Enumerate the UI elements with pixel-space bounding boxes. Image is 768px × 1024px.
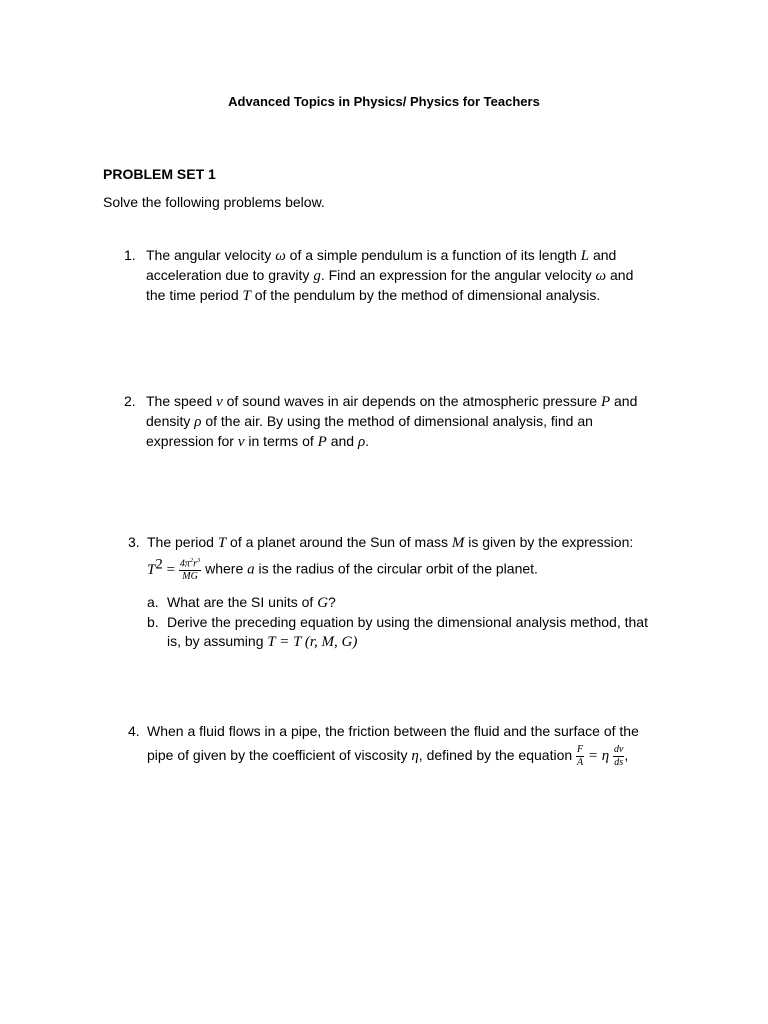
- problem-set-heading: PROBLEM SET 1: [103, 166, 216, 182]
- problem-line: The angular velocity ω of a simple pendulum is a function of its length L and: [146, 247, 617, 264]
- problem-4: [128, 722, 648, 768]
- problem-3: [128, 533, 648, 652]
- equation-line: $T^2$ = $\frac{4\pi^2r^3}{MG}$ where a is the radius of the circular orbit of the planet.: [147, 556, 538, 583]
- problem-line: expression for v in terms of P and ρ.: [146, 433, 370, 450]
- problem-2: [124, 392, 644, 452]
- problem-1: [124, 246, 644, 306]
- instructions: Solve the following problems below.: [103, 194, 325, 210]
- period-equation: $T^2$ = $\frac{4\pi^2r^3}{MG}$: [147, 556, 201, 583]
- sub-label: a.: [147, 594, 159, 611]
- problem-number: 4.: [128, 723, 140, 739]
- problem-line: acceleration due to gravity g. Find an expression for the angular velocity ω and: [146, 267, 634, 284]
- problem-number: 2.: [124, 393, 136, 409]
- problem-line: the time period T of the pendulum by the method of dimensional analysis.: [146, 287, 601, 304]
- document-title: Advanced Topics in Physics/ Physics for Teachers: [228, 94, 540, 109]
- function-expression: T = T (r, M, G): [267, 634, 358, 651]
- sub-question-a: a. What are the SI units of G?: [147, 594, 336, 612]
- problem-number: 1.: [124, 247, 136, 263]
- problem-line: pipe of given by the coefficient of viscosity η, defined by the equation $\frac{F}{A}$ = η $\frac{dv}{ds}$ ,: [147, 744, 629, 768]
- viscosity-equation: $\frac{F}{A}$ = η $\frac{dv}{ds}$: [577, 744, 624, 768]
- kepler-fraction: $\frac{4\pi^2r^3}{MG}$: [179, 556, 201, 583]
- problem-number: 3.: [128, 534, 140, 550]
- problem-line: The period T of a planet around the Sun of mass M is given by the expression:: [147, 534, 634, 551]
- problem-line: The speed v of sound waves in air depends on the atmospheric pressure P and: [146, 393, 638, 410]
- problem-line: density ρ of the air. By using the method of dimensional analysis, find an: [146, 413, 593, 430]
- sub-question-b: b. Derive the preceding equation by using the dimensional analysis method, that is, by assuming T = T (r, M, G): [147, 614, 648, 651]
- problem-line: When a fluid flows in a pipe, the friction between the fluid and the surface of the: [147, 723, 639, 739]
- sub-label: b.: [147, 614, 159, 631]
